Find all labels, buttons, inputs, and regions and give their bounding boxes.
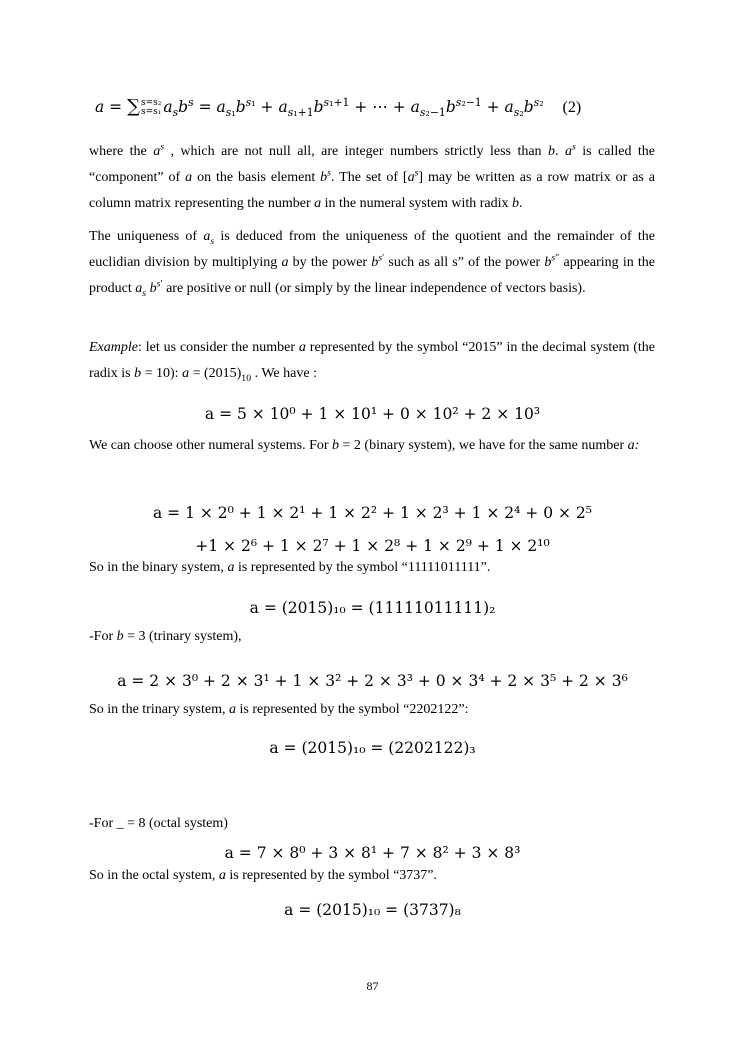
equation-octal-result: a = (2015)₁₀ = (3737)₈ (284, 901, 461, 919)
paragraph-octal-intro: -For _ = 8 (octal system) (89, 816, 228, 831)
sum-upper-limit: s=s₂ (140, 98, 162, 108)
eq2-lhs: a (95, 98, 105, 116)
paragraph-components: where the $a^s$ , which are not null all, are integer numbers strictly less than b. $a^s$ is called the “component” of a on the basis element $b^s$. The set of $[a^s]$ may be written as a row matrix or as a column matrix representing the number a in the numeral system with radix b. (89, 141, 655, 211)
page-number: 87 (366, 979, 379, 993)
equation-octal-expansion: a = 7 × 8⁰ + 3 × 8¹ + 7 × 8² + 3 × 8³ (224, 844, 521, 862)
equation-decimal-expansion: a = 5 × 10⁰ + 1 × 10¹ + 0 × 10² + 2 × 10³ (204, 405, 541, 423)
paragraph-binary-intro: We can choose other numeral systems. For b = 2 (binary system), we have for the same number a: (89, 438, 640, 453)
sum-lower-limit: s=s₁ (140, 107, 162, 117)
equation-2: a = ∑ s=s₂ s=s₁ $a_sb^s = a_{s_1}b^{s_1} + a_{s_1+1}b^{s_1+1}$ + ⋯ + $a_{s_2-1}b^{s_2-1} + a_{s_2}b^{s_2}$ (2) (95, 95, 582, 120)
equation-number: (2) (562, 99, 582, 116)
paragraph-trinary-symbol: So in the trinary system, a is represented by the symbol “2202122”: (89, 702, 469, 717)
equation-trinary-result: a = (2015)₁₀ = (2202122)₃ (269, 739, 476, 757)
paragraph-binary-symbol: So in the binary system, a is represented by the symbol “11111011111”. (89, 560, 491, 575)
equation-binary-result: a = (2015)₁₀ = (11111011111)₂ (249, 599, 496, 617)
paragraph-trinary-intro: -For b = 3 (trinary system), (89, 629, 242, 644)
paragraph-octal-symbol: So in the octal system, a is represented by the symbol “3737”. (89, 868, 438, 883)
paragraph-uniqueness: The uniqueness of $a_s$ is deduced from the uniqueness of the quotient and the remainder of the euclidian division by multiplying a by the power $b^{s'}$ such as all s” of the power $b^{s''}$ appearing in the product $a_s$ $b^{s'}$ are positive or null (or simply by the linear independence of vectors basis). (89, 229, 656, 299)
equation-binary-line1: a = 1 × 2⁰ + 1 × 2¹ + 1 × 2² + 1 × 2³ + 1 × 2⁴ + 0 × 2⁵ (153, 504, 592, 522)
equation-binary-line2: +1 × 2⁶ + 1 × 2⁷ + 1 × 2⁸ + 1 × 2⁹ + 1 × 2¹⁰ (195, 537, 550, 555)
equation-trinary-expansion: a = 2 × 3⁰ + 2 × 3¹ + 1 × 3² + 2 × 3³ + 0 × 3⁴ + 2 × 3⁵ + 2 × 3⁶ (117, 672, 628, 690)
paragraph-example: Example: let us consider the number a represented by the symbol “2015” in the decimal system (the radix is b = 10): $a = (2015)_{10}$ . We have : (89, 340, 655, 384)
